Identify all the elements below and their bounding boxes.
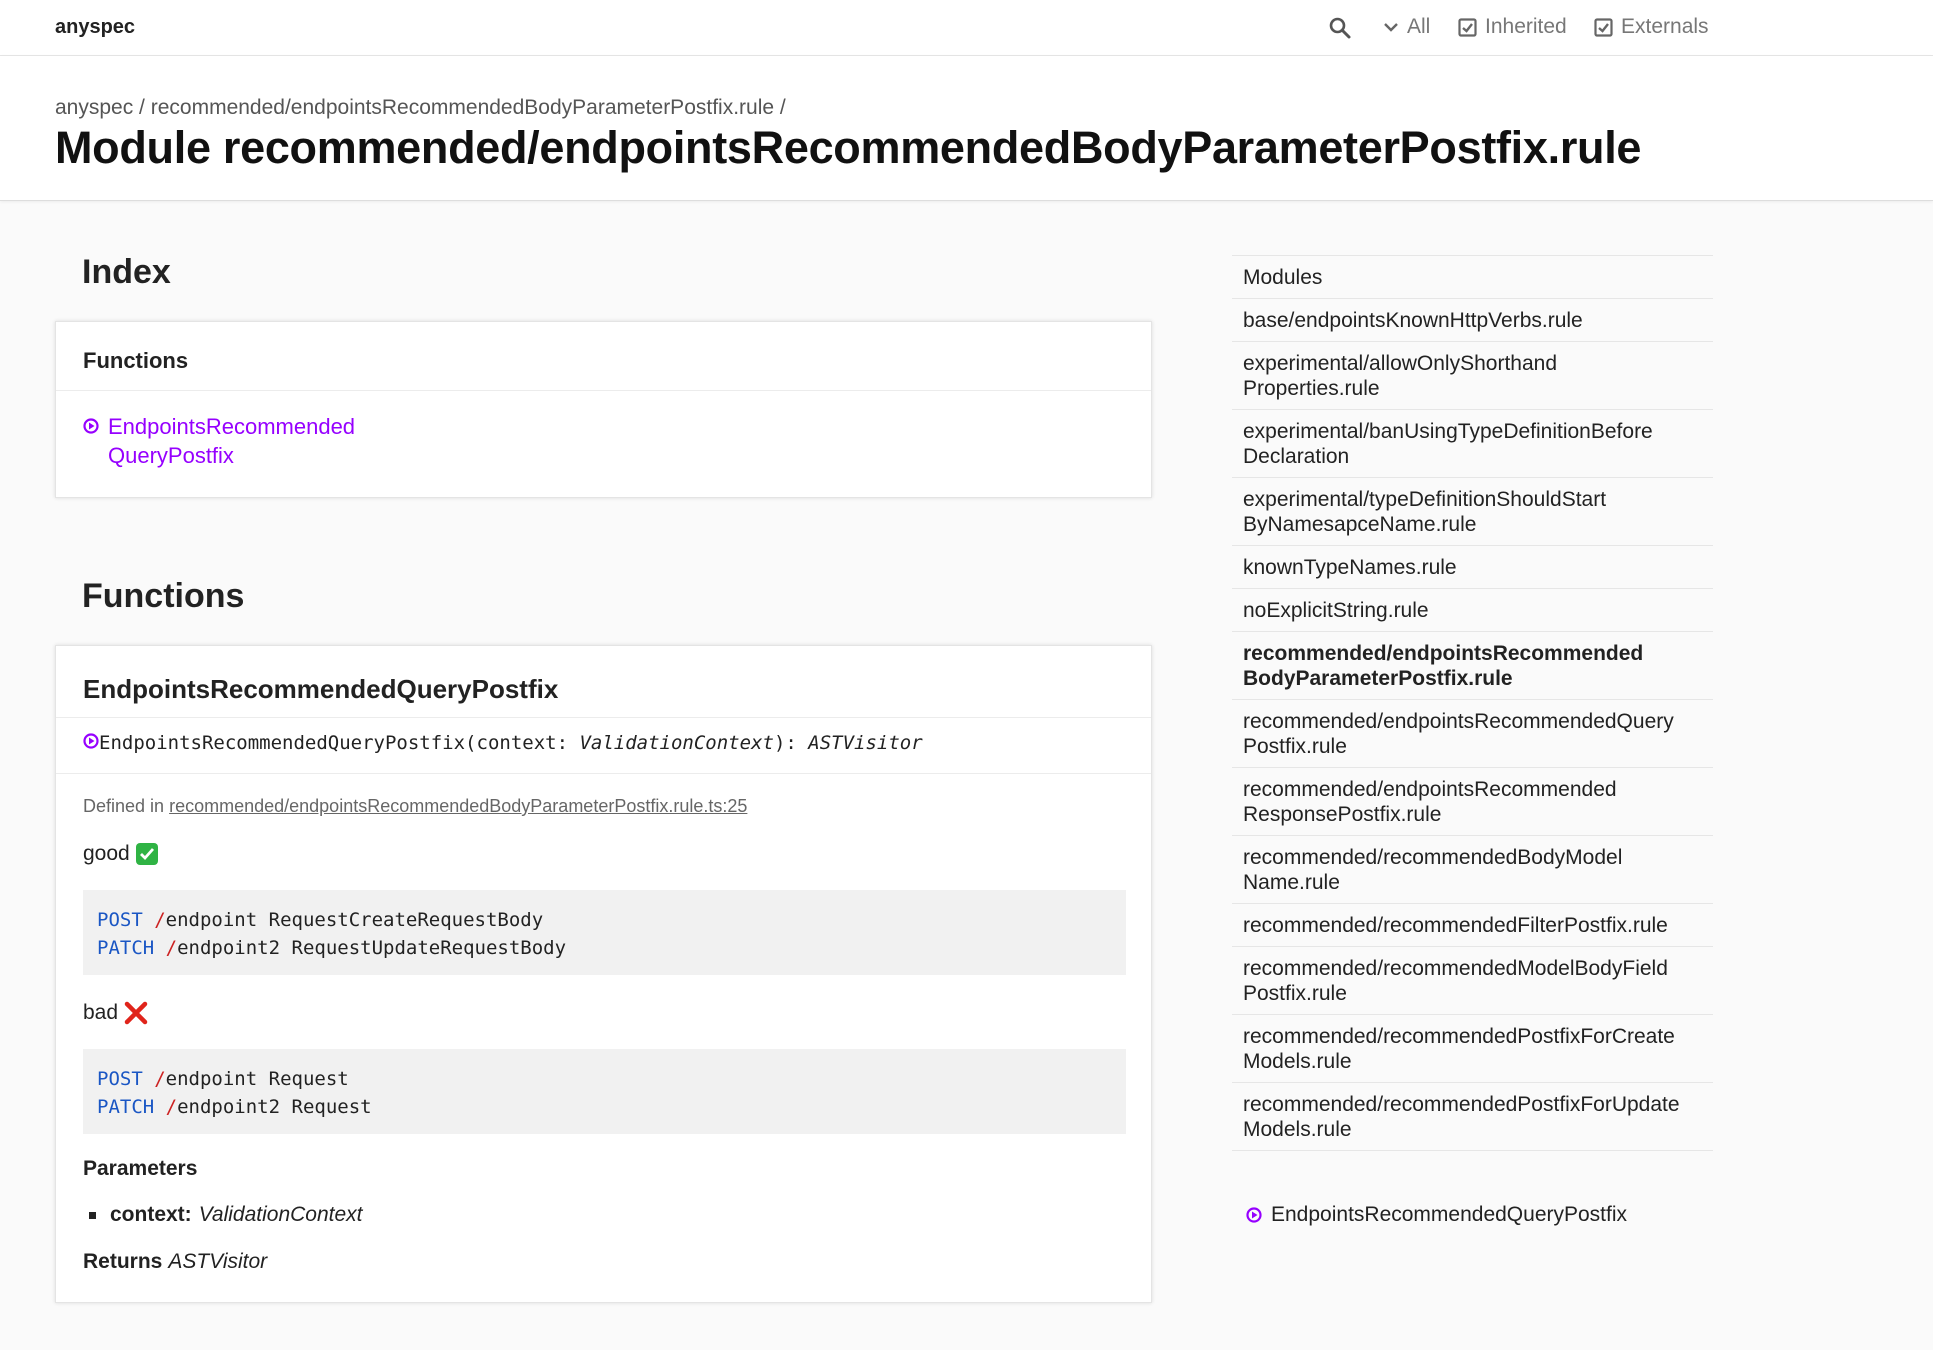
sidebar-module-link[interactable] [1232, 947, 1713, 1015]
code-rest: RequestCreateRequestBody [257, 909, 544, 931]
sidebar-module-label-line2[interactable]: Properties.rule [1243, 377, 1380, 400]
sidebar-module-label-line2[interactable]: Models.rule [1243, 1118, 1352, 1141]
checkbox-checked-icon[interactable] [1458, 18, 1477, 37]
sidebar-modules [1232, 255, 1713, 1151]
sidebar-module-link[interactable] [1232, 342, 1713, 410]
sidebar-module-label-line1: Modules [1243, 266, 1323, 289]
sidebar-module-link[interactable] [1232, 768, 1713, 836]
parameter-name: context: [110, 1203, 192, 1226]
code-verb: PATCH [97, 1096, 155, 1118]
function-bullet-icon [1246, 1207, 1262, 1223]
bad-label-text: bad [83, 1001, 119, 1024]
defined-in-label: Defined in [83, 796, 165, 816]
sidebar-module-label-line1[interactable]: experimental/typeDefinitionShouldStart [1243, 488, 1607, 511]
index-functions-heading: Functions [83, 348, 189, 373]
check-mark-icon [136, 843, 158, 865]
code-verb: POST [97, 909, 143, 931]
code-rest: Request [280, 1096, 372, 1118]
code-path: endpoint [165, 1068, 258, 1090]
parameters-heading: Parameters [83, 1157, 198, 1180]
sidebar-module-label-line1[interactable]: noExplicitString.rule [1243, 599, 1429, 622]
sidebar-module-label-line2[interactable]: Declaration [1243, 445, 1350, 468]
search-icon[interactable] [1328, 16, 1352, 40]
returns-label: Returns [83, 1250, 163, 1273]
sidebar-module-label-line2[interactable]: BodyParameterPostfix.rule [1243, 667, 1513, 690]
sidebar-module-link[interactable] [1232, 836, 1713, 904]
code-slash: / [165, 1096, 178, 1118]
sidebar-module-link[interactable] [1232, 478, 1713, 546]
breadcrumb-module-link[interactable]: recommended/endpointsRecommendedBodyParameterPostfix.rule [150, 96, 775, 119]
sidebar-module-label-line1[interactable]: recommended/recommendedPostfixForCreate [1243, 1025, 1675, 1048]
sidebar-module-link[interactable] [1232, 1015, 1713, 1083]
sidebar-module-label-line1[interactable]: knownTypeNames.rule [1243, 556, 1457, 579]
filter-all-label: All [1407, 15, 1431, 38]
signature-return-type: ASTVisitor [808, 732, 923, 754]
sidebar-module-label-line2[interactable]: Postfix.rule [1243, 735, 1347, 758]
sidebar-module-label-line1[interactable]: recommended/endpointsRecommended [1243, 778, 1617, 801]
sidebar-module-link[interactable] [1232, 410, 1713, 478]
top-toolbar [0, 0, 1933, 56]
sidebar-module-label-line1[interactable]: recommended/endpointsRecommendedQuery [1243, 710, 1674, 733]
sidebar-function-link[interactable] [1246, 1203, 1627, 1227]
function-bullet-icon [83, 732, 99, 754]
sidebar-module-link[interactable] [1232, 1083, 1713, 1151]
index-heading: Index [82, 253, 171, 291]
page-title: Module recommended/endpointsRecommendedBodyParameterPostfix.rule [55, 122, 1642, 173]
code-rest: RequestUpdateRequestBody [280, 937, 567, 959]
sidebar-module-label-line1[interactable]: base/endpointsKnownHttpVerbs.rule [1243, 309, 1583, 332]
function-signature: EndpointsRecommendedQueryPostfix ( context : ValidationContext ): ASTVisitor [83, 732, 923, 754]
sidebar-module-link[interactable] [1232, 546, 1713, 589]
sidebar-module-label-line2[interactable]: Name.rule [1243, 871, 1340, 894]
divider [56, 390, 1151, 391]
filter-all[interactable] [1383, 15, 1430, 39]
sidebar-module-label-line1[interactable]: recommended/recommendedPostfixForUpdate [1243, 1093, 1680, 1116]
sidebar-module-link[interactable] [1232, 589, 1713, 632]
sidebar-module-label-line1[interactable]: experimental/banUsingTypeDefinitionBefore [1243, 420, 1653, 443]
bullet-square [89, 1212, 96, 1219]
sidebar-module-label-line2[interactable]: ResponsePostfix.rule [1243, 803, 1442, 826]
signature-param: context [476, 732, 557, 754]
function-bullet-icon [83, 418, 99, 434]
good-label-text: good [83, 842, 130, 865]
sidebar-modules-heading [1232, 256, 1713, 299]
parameter-item [83, 1203, 363, 1227]
index-panel [55, 321, 1152, 498]
index-function-label[interactable] [108, 412, 355, 470]
chevron-down-icon [1383, 21, 1399, 33]
sidebar-module-label-line1[interactable]: recommended/recommendedModelBodyField [1243, 957, 1668, 980]
filter-externals-label: Externals [1621, 15, 1709, 38]
sidebar-module-label-line1[interactable]: recommended/recommendedBodyModel [1243, 846, 1623, 869]
function-name-heading: EndpointsRecommendedQueryPostfix [83, 674, 559, 704]
divider [56, 717, 1151, 718]
source-link[interactable]: recommended/endpointsRecommendedBodyParameterPostfix.rule.ts:25 [169, 796, 748, 816]
code-slash: / [165, 937, 178, 959]
sidebar-module-link[interactable] [1232, 299, 1713, 342]
returns [83, 1250, 267, 1274]
parameter-type: ValidationContext [198, 1203, 363, 1226]
code-path: endpoint2 [177, 1096, 281, 1118]
index-function-label-line2[interactable]: QueryPostfix [108, 443, 234, 468]
filter-inherited[interactable] [1458, 15, 1567, 39]
filter-externals[interactable] [1594, 15, 1709, 39]
code-slash: / [154, 909, 166, 931]
signature-param-type: ValidationContext [579, 732, 774, 754]
breadcrumb-root-link[interactable]: anyspec [55, 96, 134, 119]
page-header [0, 56, 1933, 201]
sidebar-module-label-line2[interactable]: ByNamesapceName.rule [1243, 513, 1477, 536]
breadcrumb: anyspec / recommended/endpointsRecommendedBodyParameterPostfix.rule / [55, 96, 786, 119]
index-function-label-line1[interactable]: EndpointsRecommended [108, 414, 356, 439]
bad-code-block [83, 1049, 1126, 1134]
checkbox-checked-icon[interactable] [1594, 18, 1613, 37]
sidebar-module-label-line1[interactable]: experimental/allowOnlyShorthand [1243, 352, 1558, 375]
sidebar-function-label[interactable]: EndpointsRecommendedQueryPostfix [1271, 1203, 1628, 1226]
code-verb: PATCH [97, 937, 155, 959]
sidebar-module-link[interactable] [1232, 700, 1713, 768]
cross-mark-icon [124, 1001, 148, 1025]
sidebar-module-link[interactable] [1232, 904, 1713, 947]
defined-in [83, 796, 747, 817]
function-panel [55, 645, 1152, 1303]
sidebar-module-label-line1[interactable]: recommended/recommendedFilterPostfix.rule [1243, 914, 1668, 937]
sidebar-module-link[interactable] [1232, 632, 1713, 700]
sidebar-module-label-line2[interactable]: Models.rule [1243, 1050, 1352, 1073]
sidebar-module-label-line2[interactable]: Postfix.rule [1243, 982, 1347, 1005]
filter-inherited-label: Inherited [1485, 15, 1567, 38]
code-verb: POST [97, 1068, 143, 1090]
returns-type: ASTVisitor [168, 1250, 268, 1273]
signature-name: EndpointsRecommendedQueryPostfix [99, 732, 466, 754]
code-path: endpoint2 [177, 937, 281, 959]
functions-heading: Functions [82, 577, 245, 615]
code-path: endpoint [165, 909, 258, 931]
divider [56, 773, 1151, 774]
good-code-block [83, 890, 1126, 975]
brand-link[interactable]: anyspec [55, 16, 136, 38]
code-rest: Request [257, 1068, 349, 1090]
sidebar-module-label-line1[interactable]: recommended/endpointsRecommended [1243, 642, 1644, 665]
bad-label [83, 1001, 148, 1025]
code-slash: / [154, 1068, 166, 1090]
index-function-link[interactable] [83, 412, 355, 470]
good-label [83, 842, 158, 866]
